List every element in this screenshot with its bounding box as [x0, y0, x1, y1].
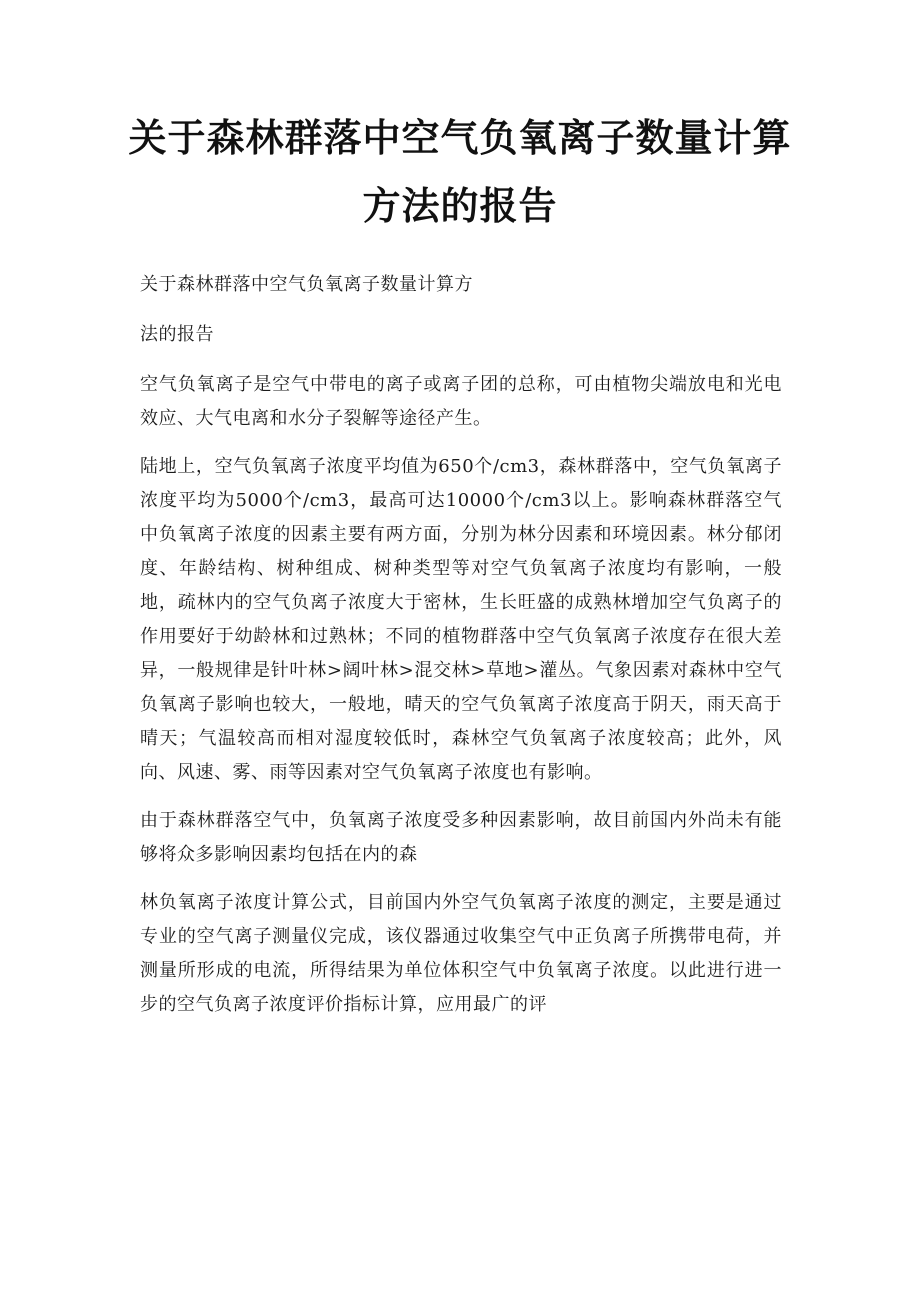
paragraph-measurement-method: 林负氧离子浓度计算公式，目前国内外空气负氧离子浓度的测定，主要是通过专业的空气离子测量仪完成，该仪器通过收集空气中正负离子所携带电荷，并测量所形成的电流，所得结果为单位体积空气中负氧离子浓度。以此进行进一步的空气负离子浓度评价指标计算，应用最广的评 [140, 892, 782, 1015]
paragraph-measurement-intro: 由于森林群落空气中，负氧离子浓度受多种因素影响，故目前国内外尚未有能够将众多影响因素均包括在内的森 [140, 810, 782, 865]
paragraph-subtitle-line-1: 关于森林群落中空气负氧离子数量计算方 [140, 274, 473, 295]
document-body [140, 268, 782, 1036]
paragraph-factors: 陆地上，空气负氧离子浓度平均值为650个/cm3，森林群落中，空气负氧离子浓度平均为5000个/cm3，最高可达10000个/cm3以上。影响森林群落空气中负氧离子浓度的因素主要有两方面，分别为林分因素和环境因素。林分郁闭度、年龄结构、树种组成、树种类型等对空气负氧离子浓度均有影响，一般地，疏林内的空气负离子浓度大于密林，生长旺盛的成熟林增加空气负离子的作用要好于幼龄林和过熟林；不同的植物群落中空气负氧离子浓度存在很大差异，一般规律是针叶林>阔叶林>混交林>草地>灌丛。气象因素对森林中空气负氧离子影响也较大，一般地，晴天的空气负氧离子浓度高于阴天，雨天高于晴天；气温较高而相对湿度较低时，森林空气负氧离子浓度较高；此外，风向、风速、雾、雨等因素对空气负氧离子浓度也有影响。 [140, 456, 782, 783]
paragraph-subtitle-line-2: 法的报告 [140, 324, 214, 345]
paragraph-definition: 空气负氧离子是空气中带电的离子或离子团的总称，可由植物尖端放电和光电效应、大气电离和水分子裂解等途径产生。 [140, 374, 782, 429]
document-title: 关于森林群落中空气负氧离子数量计算方法的报告 [128, 116, 792, 228]
